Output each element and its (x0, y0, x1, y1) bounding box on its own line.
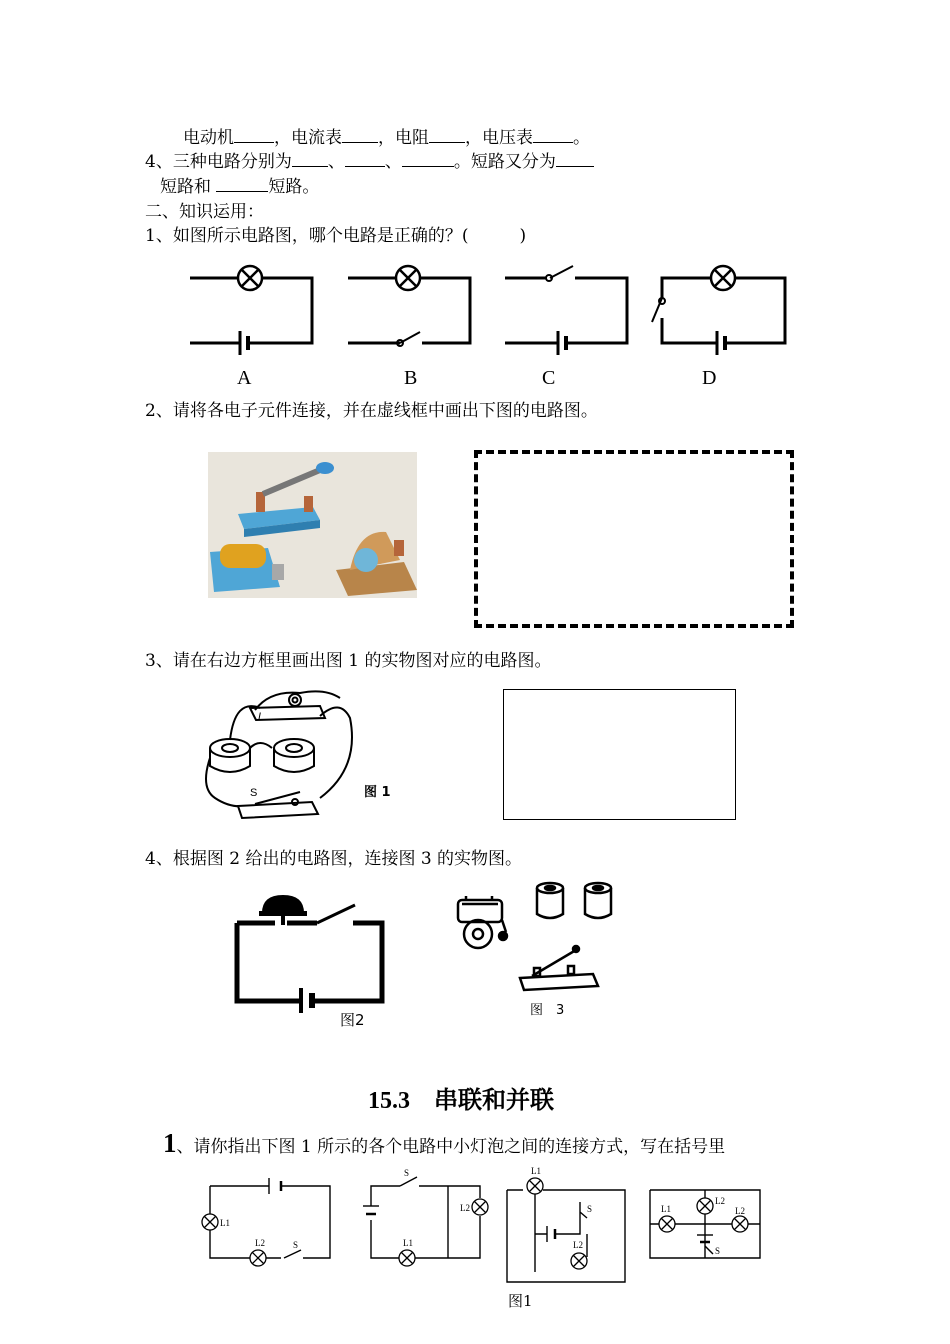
label-l2: L2 (715, 1196, 725, 1206)
text: 、 (384, 152, 402, 172)
answer-blank[interactable] (292, 151, 328, 167)
label-l1: L1 (220, 1218, 230, 1228)
question-number: 1 (163, 1128, 177, 1158)
label-l2: L2 (573, 1240, 583, 1250)
answer-blank[interactable] (216, 176, 268, 192)
text: 4、三种电路分别为 (145, 152, 292, 172)
heading-knowledge-application: 二、知识运用： (145, 202, 264, 222)
label-l1: L1 (661, 1204, 671, 1214)
label-c: C (542, 367, 556, 389)
question-2: 2、请将各电子元件连接，并在虚线框中画出下图的电路图。 (145, 401, 598, 421)
text: 、 (327, 152, 345, 172)
figure-2-circuit-diagram (225, 893, 395, 1033)
text: 。 (573, 128, 590, 148)
text: ，电阻 (378, 128, 429, 148)
fill-blank-devices (183, 127, 590, 149)
label-l3: L2 (735, 1206, 745, 1216)
label-l2: L2 (255, 1238, 265, 1248)
answer-blank[interactable] (429, 127, 465, 143)
drawing-box[interactable] (503, 689, 736, 820)
label-a: A (237, 367, 252, 389)
q1-circuit-diagrams (180, 258, 800, 393)
section-title: 15.3 串联和并联 (368, 1088, 554, 1114)
text: 短路。 (268, 177, 320, 197)
label-s: S (587, 1204, 593, 1214)
figure-1-circuits (195, 1162, 775, 1292)
question-text: 、请你指出下图 1 所示的各个电路中小灯泡之间的连接方式，写在括号里 (176, 1137, 726, 1157)
label-l1: L1 (403, 1238, 413, 1248)
label-b: B (404, 367, 418, 389)
answer-blank[interactable] (345, 151, 385, 167)
text: 短路和 (160, 177, 217, 197)
question-4-line2 (160, 176, 319, 198)
switch-label: S (250, 787, 258, 799)
question-4-connect: 4、根据图 2 给出的电路图，连接图 3 的实物图。 (145, 849, 523, 869)
question-4-circuits (145, 151, 594, 173)
text: ，电流表 (274, 128, 342, 148)
figure-1-caption: 图 1 (364, 785, 391, 800)
label-s: S (715, 1246, 721, 1256)
answer-blank[interactable] (533, 127, 573, 143)
question-1: 1、如图所示电路图，哪个电路是正确的？( ) (145, 226, 527, 246)
text: 电动机 (183, 128, 234, 148)
drawing-box-dashed[interactable] (474, 450, 794, 628)
label-s: S (404, 1168, 410, 1178)
figure-2-caption: 图2 (340, 1011, 365, 1029)
question-3: 3、请在右边方框里画出图 1 的实物图对应的电路图。 (145, 651, 552, 671)
label-s: S (293, 1240, 299, 1250)
lamp-label: L (258, 711, 265, 723)
components-illustration (208, 452, 417, 598)
answer-blank[interactable] (556, 151, 594, 167)
answer-blank[interactable] (234, 127, 274, 143)
text: 。短路又分为 (453, 152, 556, 172)
answer-blank[interactable] (342, 127, 378, 143)
label-l2: L2 (460, 1203, 470, 1213)
figure-1-caption-bottom: 图1 (508, 1292, 533, 1310)
label-d: D (702, 367, 717, 389)
components-photo (208, 452, 417, 598)
answer-blank[interactable] (402, 151, 454, 167)
text: ，电压表 (465, 128, 533, 148)
figure-3-caption: 图 3 (530, 1003, 565, 1018)
label-l1: L1 (531, 1166, 541, 1176)
figure-1-physical-circuit (200, 688, 420, 823)
series-parallel-question-1 (163, 1128, 726, 1158)
figure-3-physical-components (448, 876, 628, 1021)
